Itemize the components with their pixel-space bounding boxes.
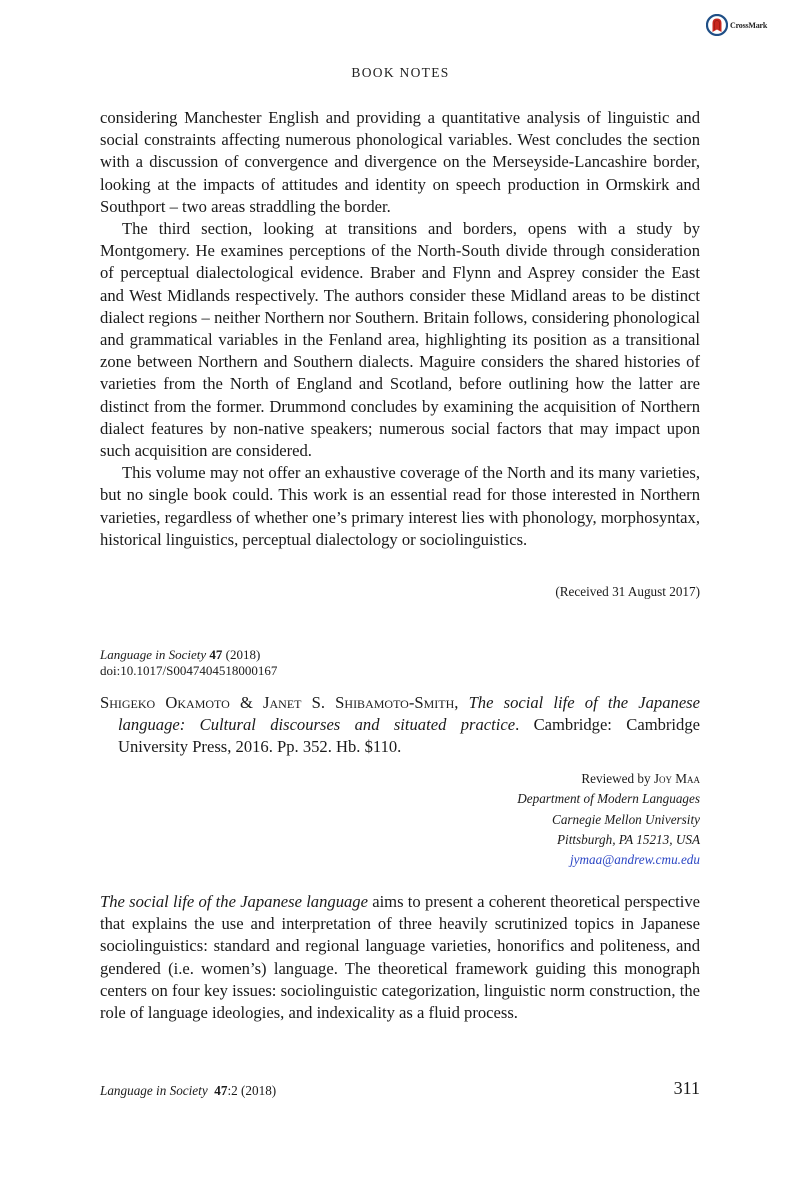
review-text: aims to present a coherent theoretical perspective that explains the use and interpretation of three heavily scrutinized topics in Japanese sociolinguistics: standard and regional language varieties, honorifics and politeness, and gendered (i.e. women’s) language. The theoretical framework guiding this monograph centers on four key issues: sociolinguistic categorization, linguistic norm construction, the role of language ideologies, and indexicality as a fluid process. [100,892,700,1023]
reviewer-department: Department of Modern Languages [517,791,700,807]
page-number: 311 [673,1078,700,1098]
book-citation [100,692,700,759]
crossmark-label: CrossMark [730,20,768,30]
paragraph: The third section, looking at transitions and borders, opens with a study by Montgomery. He examines perceptions of the North-South divide through consideration of perceptual dialectological evidence. Braber and Flynn and Asprey consider the East and West Midlands respectively. The authors consider these Midland areas to be distinct dialect regions – neither Northern nor Southern. Britain follows, considering phonological and grammatical variables in the Fenland area, highlighting its position as a transitional zone between Northern and Southern dialects. Maguire considers the shared histories of varieties from the North of England and Scotland, before outlining how the latter are distinct from the former. Drummond concludes by examining the acquisition of Northern dialect features by non-native speakers; numerous social factors that may impact upon such acquisition are considered. [100,219,700,461]
book-title: The social life of the Japanese language: Cultural discourses and situated practice [118,693,701,735]
paragraph [100,891,700,1024]
footer-journal-name: Language in Society [100,1083,208,1098]
review-body [100,891,700,1024]
crossmark-icon [706,14,728,36]
received-date: (Received 31 August 2017) [555,584,700,599]
journal-name: Language in Society [100,647,207,662]
journal-volume-line [100,647,277,663]
journal-year: (2018) [225,647,261,662]
reviewer-email-link[interactable]: jymaa@andrew.cmu.edu [569,852,700,868]
running-head: BOOK NOTES [351,65,450,80]
footer-journal [100,1083,276,1099]
footer-issue-year: :2 (2018) [227,1083,277,1098]
reviewer-name: Joy Maa [653,771,700,786]
paragraph: This volume may not offer an exhaustive coverage of the North and its many varieties, but no single book could. This work is an essential read for those interested in Northern varieties, regardless of whether one’s primary interest lies with phonology, morphosyntax, historical linguistics, perceptual dialectology or sociolinguistics. [100,463,700,549]
separator: , [454,693,469,712]
journal-volume: 47 [209,647,223,662]
book-publication-details: . Cambridge: Cambridge University Press, 2016. Pp. 352. Hb. $110. [118,715,700,757]
paragraph: considering Manchester English and providing a quantitative analysis of linguistic and social constraints affecting numerous phonological variables. West concludes the section with a discussion of convergence and divergence on the Merseyside-Lancashire border, looking at the impacts of attitudes and identity on speech production in Ormskirk and Southport – two areas straddling the border. [100,108,700,216]
review-book-title: The social life of the Japanese language [100,892,368,911]
reviewer-block [517,769,700,870]
book-authors: Shigeko Okamoto & Janet S. Shibamoto-Smith [100,693,455,712]
crossmark-badge[interactable] [706,14,767,36]
reviewer-institution: Carnegie Mellon University [552,811,700,827]
footer-volume: 47 [214,1083,228,1098]
reviewer-line [517,769,700,789]
doi[interactable]: doi:10.1017/S0047404518000167 [100,662,278,678]
reviewer-location: Pittsburgh, PA 15213, USA [557,831,700,847]
reviewer-prefix: Reviewed by [581,771,654,786]
previous-review-body [100,107,700,551]
journal-meta [100,647,277,678]
